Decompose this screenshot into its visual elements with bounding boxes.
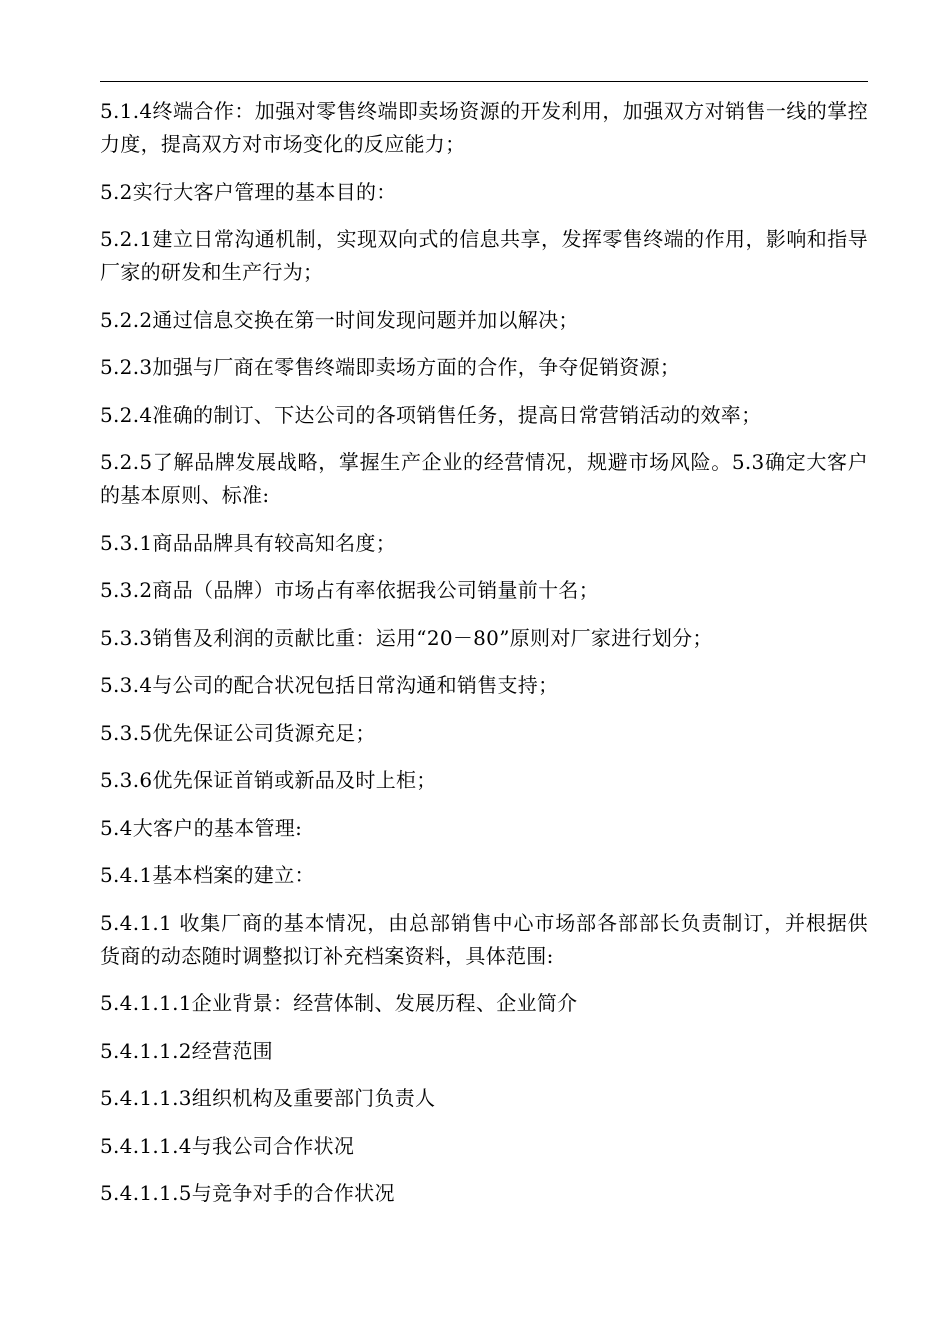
paragraph-5-2-4: 5.2.4准确的制订、下达公司的各项销售任务，提高日常营销活动的效率； (100, 402, 762, 427)
paragraph-5-2-5: 5.2.5了解品牌发展战略，掌握生产企业的经营情况，规避市场风险。5.3确定大客户的基本原则、标准: (100, 450, 868, 507)
header-rule (100, 81, 868, 82)
heading-5-2: 5.2实行大客户管理的基本目的： (100, 179, 397, 204)
paragraph-5-3-1: 5.3.1商品品牌具有较高知名度； (100, 530, 396, 555)
paragraph-5-3-5: 5.3.5优先保证公司货源充足； (100, 720, 376, 745)
list-item-5-4-1-1-2: 5.4.1.1.2经营范围 (100, 1038, 273, 1063)
paragraph-5-3-2: 5.3.2商品（品牌）市场占有率依据我公司销量前十名； (100, 578, 599, 602)
paragraph-5-2-1: 5.2.1建立日常沟通机制，实现双向式的信息共享，发挥零售终端的作用，影响和指导厂家的研发和生产行为； (100, 227, 868, 284)
list-item-5-4-1-1-4: 5.4.1.1.4与我公司合作状况 (100, 1133, 355, 1158)
paragraph-5-3-3: 5.3.3销售及利润的贡献比重：运用“20－80”原则对厂家进行划分； (100, 625, 713, 650)
paragraph-5-3-6: 5.3.6优先保证首销或新品及时上柜； (100, 768, 437, 792)
heading-5-4: 5.4大客户的基本管理: (100, 815, 303, 840)
list-item-5-4-1-1-5: 5.4.1.1.5与竞争对手的合作状况 (100, 1181, 395, 1205)
heading-5-4-1: 5.4.1基本档案的建立： (100, 863, 315, 887)
document-body (100, 95, 868, 1225)
paragraph-5-2-2: 5.2.2通过信息交换在第一时间发现问题并加以解决； (100, 307, 579, 332)
paragraph-5-4-1-1: 5.4.1.1 收集厂商的基本情况，由总部销售中心市场部各部部长负责制订，并根据供货商的动态随时调整拟订补充档案资料，具体范围: (100, 910, 868, 968)
list-item-5-4-1-1-1: 5.4.1.1.1企业背景：经营体制、发展历程、企业简介 (100, 991, 578, 1015)
list-item-5-4-1-1-3: 5.4.1.1.3组织机构及重要部门负责人 (100, 1086, 436, 1110)
paragraph-5-3-4: 5.3.4与公司的配合状况包括日常沟通和销售支持； (100, 673, 559, 697)
paragraph-5-1-4: 5.1.4终端合作：加强对零售终端即卖场资源的开发利用，加强双方对销售一线的掌控力度，提高双方对市场变化的反应能力； (100, 99, 868, 156)
paragraph-5-2-3: 5.2.3加强与厂商在零售终端即卖场方面的合作，争夺促销资源； (100, 355, 681, 379)
